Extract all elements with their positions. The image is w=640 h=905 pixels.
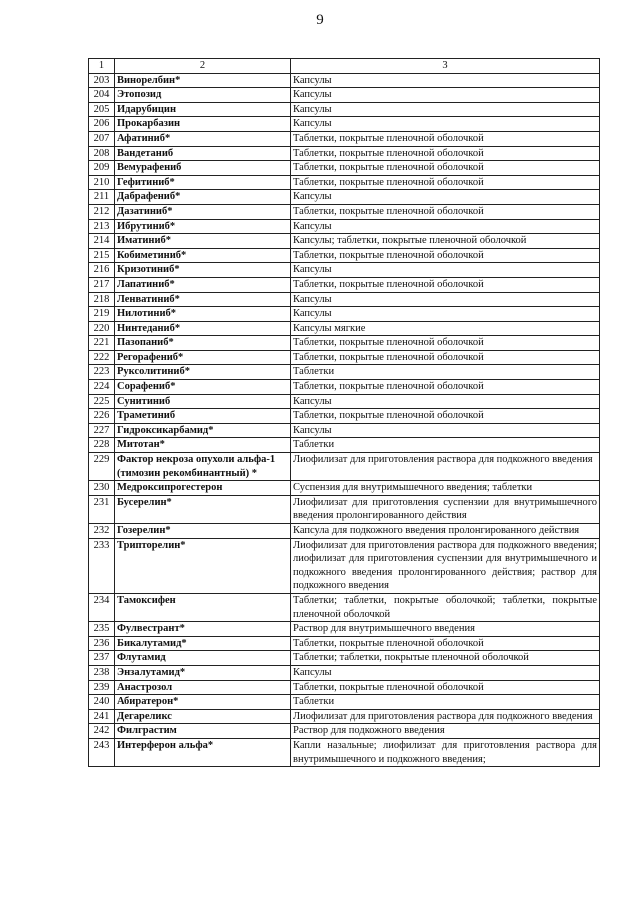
drug-name: Энзалутамид* <box>115 665 291 680</box>
dosage-form: Таблетки, покрытые пленочной оболочкой <box>291 680 600 695</box>
row-number: 223 <box>89 365 115 380</box>
table-row <box>89 204 600 219</box>
dosage-form: Капсулы <box>291 88 600 103</box>
drug-name: Гефитиниб* <box>115 175 291 190</box>
table-row <box>89 365 600 380</box>
row-number: 237 <box>89 651 115 666</box>
table-row <box>89 636 600 651</box>
table-row <box>89 709 600 724</box>
row-number: 236 <box>89 636 115 651</box>
table-row <box>89 438 600 453</box>
drug-name: Абиратерон* <box>115 695 291 710</box>
table-row <box>89 307 600 322</box>
drug-name: Филграстим <box>115 724 291 739</box>
drug-name: Трипторелин* <box>115 538 291 593</box>
dosage-form: Таблетки, покрытые пленочной оболочкой <box>291 146 600 161</box>
row-number: 243 <box>89 738 115 766</box>
table-row <box>89 538 600 593</box>
row-number: 231 <box>89 495 115 523</box>
dosage-form: Лиофилизат для приготовления суспензии для внутримышечного введения пролонгированного действия <box>291 495 600 523</box>
drug-name: Иматиниб* <box>115 234 291 249</box>
table-row <box>89 622 600 637</box>
drug-name: Прокарбазин <box>115 117 291 132</box>
row-number: 239 <box>89 680 115 695</box>
row-number: 214 <box>89 234 115 249</box>
dosage-form: Таблетки, покрытые пленочной оболочкой <box>291 161 600 176</box>
drug-name: Сорафениб* <box>115 380 291 395</box>
dosage-form: Лиофилизат для приготовления раствора для подкожного введения <box>291 453 600 481</box>
dosage-form: Таблетки; таблетки, покрытые оболочкой; таблетки, покрытые пленочной оболочкой <box>291 593 600 621</box>
table-row <box>89 234 600 249</box>
column-header-3: 3 <box>291 59 600 74</box>
table-row <box>89 394 600 409</box>
dosage-form: Таблетки, покрытые пленочной оболочкой <box>291 636 600 651</box>
table-row <box>89 292 600 307</box>
row-number: 233 <box>89 538 115 593</box>
drug-name: Нинтеданиб* <box>115 321 291 336</box>
dosage-form: Таблетки; таблетки, покрытые пленочной оболочкой <box>291 651 600 666</box>
dosage-form: Капсулы <box>291 73 600 88</box>
dosage-form: Капсулы мягкие <box>291 321 600 336</box>
row-number: 225 <box>89 394 115 409</box>
drug-name: Тамоксифен <box>115 593 291 621</box>
dosage-form: Капсулы <box>291 102 600 117</box>
drug-name: Ленватиниб* <box>115 292 291 307</box>
dosage-form: Таблетки <box>291 365 600 380</box>
row-number: 235 <box>89 622 115 637</box>
drug-name: Вемурафениб <box>115 161 291 176</box>
drug-name: Гидроксикарбамид* <box>115 423 291 438</box>
row-number: 227 <box>89 423 115 438</box>
table-row <box>89 423 600 438</box>
row-number: 217 <box>89 277 115 292</box>
dosage-form: Капсулы <box>291 190 600 205</box>
drug-name: Этопозид <box>115 88 291 103</box>
page-number: 9 <box>316 12 324 28</box>
drug-name: Гозерелин* <box>115 524 291 539</box>
dosage-form: Таблетки <box>291 438 600 453</box>
drug-name: Сунитиниб <box>115 394 291 409</box>
table-row <box>89 738 600 766</box>
table-row <box>89 495 600 523</box>
table-row <box>89 146 600 161</box>
table-row <box>89 263 600 278</box>
drug-name: Регорафениб* <box>115 350 291 365</box>
drug-name: Фулвестрант* <box>115 622 291 637</box>
dosage-form: Таблетки <box>291 695 600 710</box>
column-header-1: 1 <box>89 59 115 74</box>
dosage-form: Таблетки, покрытые пленочной оболочкой <box>291 336 600 351</box>
dosage-form: Капсулы <box>291 219 600 234</box>
dosage-form: Лиофилизат для приготовления раствора для подкожного введения <box>291 709 600 724</box>
drug-name: Флутамид <box>115 651 291 666</box>
drug-name: Идарубицин <box>115 102 291 117</box>
header-row <box>89 59 600 74</box>
row-number: 228 <box>89 438 115 453</box>
drug-name: Дазатиниб* <box>115 204 291 219</box>
dosage-form: Капсула для подкожного введения пролонгированного действия <box>291 524 600 539</box>
drug-name: Дабрафениб* <box>115 190 291 205</box>
drug-name: Анастрозол <box>115 680 291 695</box>
table-row <box>89 651 600 666</box>
drug-table <box>88 58 600 767</box>
row-number: 240 <box>89 695 115 710</box>
row-number: 218 <box>89 292 115 307</box>
table-row <box>89 102 600 117</box>
dosage-form: Суспензия для внутримышечного введения; таблетки <box>291 481 600 496</box>
row-number: 208 <box>89 146 115 161</box>
dosage-form: Капсулы; таблетки, покрытые пленочной оболочкой <box>291 234 600 249</box>
row-number: 204 <box>89 88 115 103</box>
table-row <box>89 724 600 739</box>
dosage-form: Таблетки, покрытые пленочной оболочкой <box>291 277 600 292</box>
row-number: 222 <box>89 350 115 365</box>
dosage-form: Таблетки, покрытые пленочной оболочкой <box>291 175 600 190</box>
table-row <box>89 453 600 481</box>
drug-name: Ибрутиниб* <box>115 219 291 234</box>
table-row <box>89 73 600 88</box>
row-number: 219 <box>89 307 115 322</box>
table-row <box>89 321 600 336</box>
dosage-form: Капсулы <box>291 117 600 132</box>
dosage-form: Капсулы <box>291 292 600 307</box>
table-row <box>89 336 600 351</box>
table-row <box>89 190 600 205</box>
drug-name: Фактор некроза опухоли альфа-1 (тимозин рекомбинантный) * <box>115 453 291 481</box>
row-number: 230 <box>89 481 115 496</box>
drug-name: Кобиметиниб* <box>115 248 291 263</box>
row-number: 203 <box>89 73 115 88</box>
dosage-form: Лиофилизат для приготовления раствора для подкожного введения; лиофилизат для приготовления суспензии для внутримышечного и подкожного введения пролонгированного действия; раствор для подкожного введения <box>291 538 600 593</box>
drug-name: Кризотиниб* <box>115 263 291 278</box>
row-number: 229 <box>89 453 115 481</box>
row-number: 207 <box>89 131 115 146</box>
row-number: 205 <box>89 102 115 117</box>
table-row <box>89 481 600 496</box>
table-row <box>89 277 600 292</box>
table-row <box>89 380 600 395</box>
row-number: 224 <box>89 380 115 395</box>
table-row <box>89 409 600 424</box>
drug-name: Афатиниб* <box>115 131 291 146</box>
table-row <box>89 524 600 539</box>
drug-name: Интерферон альфа* <box>115 738 291 766</box>
drug-name: Лапатиниб* <box>115 277 291 292</box>
drug-name: Митотан* <box>115 438 291 453</box>
row-number: 206 <box>89 117 115 132</box>
row-number: 211 <box>89 190 115 205</box>
table-body <box>89 73 600 767</box>
drug-name: Медроксипрогестерон <box>115 481 291 496</box>
drug-name: Руксолитиниб* <box>115 365 291 380</box>
row-number: 226 <box>89 409 115 424</box>
row-number: 232 <box>89 524 115 539</box>
drug-name: Траметиниб <box>115 409 291 424</box>
drug-name: Пазопаниб* <box>115 336 291 351</box>
table-row <box>89 248 600 263</box>
row-number: 242 <box>89 724 115 739</box>
row-number: 215 <box>89 248 115 263</box>
table-row <box>89 88 600 103</box>
row-number: 210 <box>89 175 115 190</box>
row-number: 209 <box>89 161 115 176</box>
dosage-form: Капсулы <box>291 394 600 409</box>
dosage-form: Таблетки, покрытые пленочной оболочкой <box>291 204 600 219</box>
dosage-form: Капсулы <box>291 307 600 322</box>
row-number: 234 <box>89 593 115 621</box>
dosage-form: Капсулы <box>291 423 600 438</box>
table-row <box>89 161 600 176</box>
drug-name: Дегареликс <box>115 709 291 724</box>
table-row <box>89 350 600 365</box>
table-row <box>89 593 600 621</box>
drug-name: Бусерелин* <box>115 495 291 523</box>
table-row <box>89 219 600 234</box>
drug-name: Винорелбин* <box>115 73 291 88</box>
dosage-form: Капсулы <box>291 263 600 278</box>
column-header-2: 2 <box>115 59 291 74</box>
drug-name: Нилотиниб* <box>115 307 291 322</box>
table-row <box>89 680 600 695</box>
table-row <box>89 695 600 710</box>
table-row <box>89 665 600 680</box>
dosage-form: Раствор для внутримышечного введения <box>291 622 600 637</box>
dosage-form: Капсулы <box>291 665 600 680</box>
row-number: 220 <box>89 321 115 336</box>
row-number: 212 <box>89 204 115 219</box>
drug-name: Вандетаниб <box>115 146 291 161</box>
dosage-form: Таблетки, покрытые пленочной оболочкой <box>291 131 600 146</box>
row-number: 216 <box>89 263 115 278</box>
dosage-form: Капли назальные; лиофилизат для приготовления раствора для внутримышечного и подкожного введения; <box>291 738 600 766</box>
table-row <box>89 117 600 132</box>
drug-name: Бикалутамид* <box>115 636 291 651</box>
table-row <box>89 131 600 146</box>
dosage-form: Таблетки, покрытые пленочной оболочкой <box>291 409 600 424</box>
row-number: 213 <box>89 219 115 234</box>
row-number: 221 <box>89 336 115 351</box>
dosage-form: Таблетки, покрытые пленочной оболочкой <box>291 350 600 365</box>
dosage-form: Раствор для подкожного введения <box>291 724 600 739</box>
row-number: 241 <box>89 709 115 724</box>
table-row <box>89 175 600 190</box>
dosage-form: Таблетки, покрытые пленочной оболочкой <box>291 380 600 395</box>
dosage-form: Таблетки, покрытые пленочной оболочкой <box>291 248 600 263</box>
row-number: 238 <box>89 665 115 680</box>
